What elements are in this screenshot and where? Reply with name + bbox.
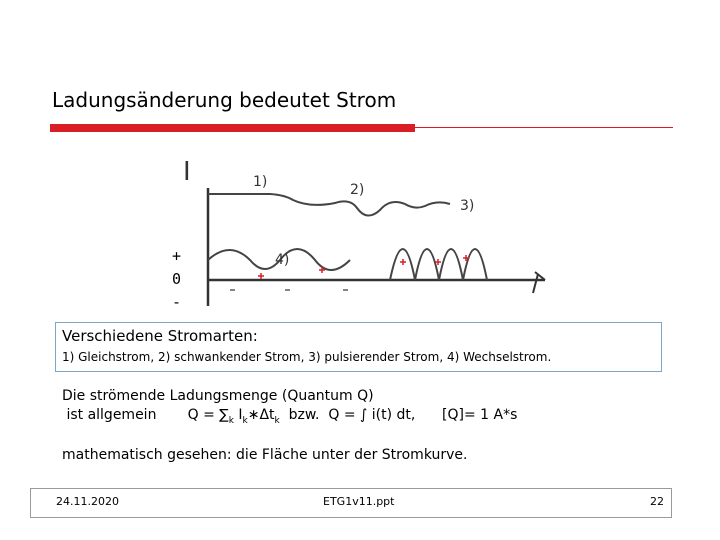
footer-page-number: 22 [650,495,664,508]
sign-plus: + [172,247,182,265]
formula-part-d: bzw. Q = ∫ i(t) dt, [Q]= 1 A*s [279,407,518,423]
title-underline-line [415,127,673,128]
body-line-2 [62,407,517,426]
sign-minus: - [172,293,182,311]
sketch-label-4: 4) [275,252,290,268]
formula-part-b: I [233,407,243,423]
formula-part-a: ist allgemein Q = ∑ [62,407,229,423]
sketch-label-2: 2) [350,182,365,198]
box-list: 1) Gleichstrom, 2) schwankender Strom, 3) pulsierender Strom, 4) Wechselstrom. [62,350,552,364]
formula-part-c: ∗Δt [247,407,275,423]
sign-zero: 0 [172,270,182,288]
footer-date: 24.11.2020 [56,495,119,508]
sketch-curve-dc-varying [208,194,450,216]
body-line-3: mathematisch gesehen: die Fläche unter der Stromkurve. [62,447,468,463]
sketch-label-3: 3) [460,198,475,214]
sketch-axis-label: I [183,157,191,187]
formula-sub-3: k [274,415,280,426]
sketch-label-1: 1) [253,174,268,190]
sketch-t-mark [533,274,538,293]
footer-file: ETG1v11.ppt [323,495,395,508]
formula-sub-2: k [242,415,248,426]
body-line-1: Die strömende Ladungsmenge (Quantum Q) [62,388,374,404]
formula-sub-1: k [228,415,234,426]
slide-title: Ladungsänderung bedeutet Strom [52,88,397,112]
title-underline-bar [50,124,415,132]
current-types-sketch [175,148,550,308]
box-heading: Verschiedene Stromarten: [62,327,258,345]
